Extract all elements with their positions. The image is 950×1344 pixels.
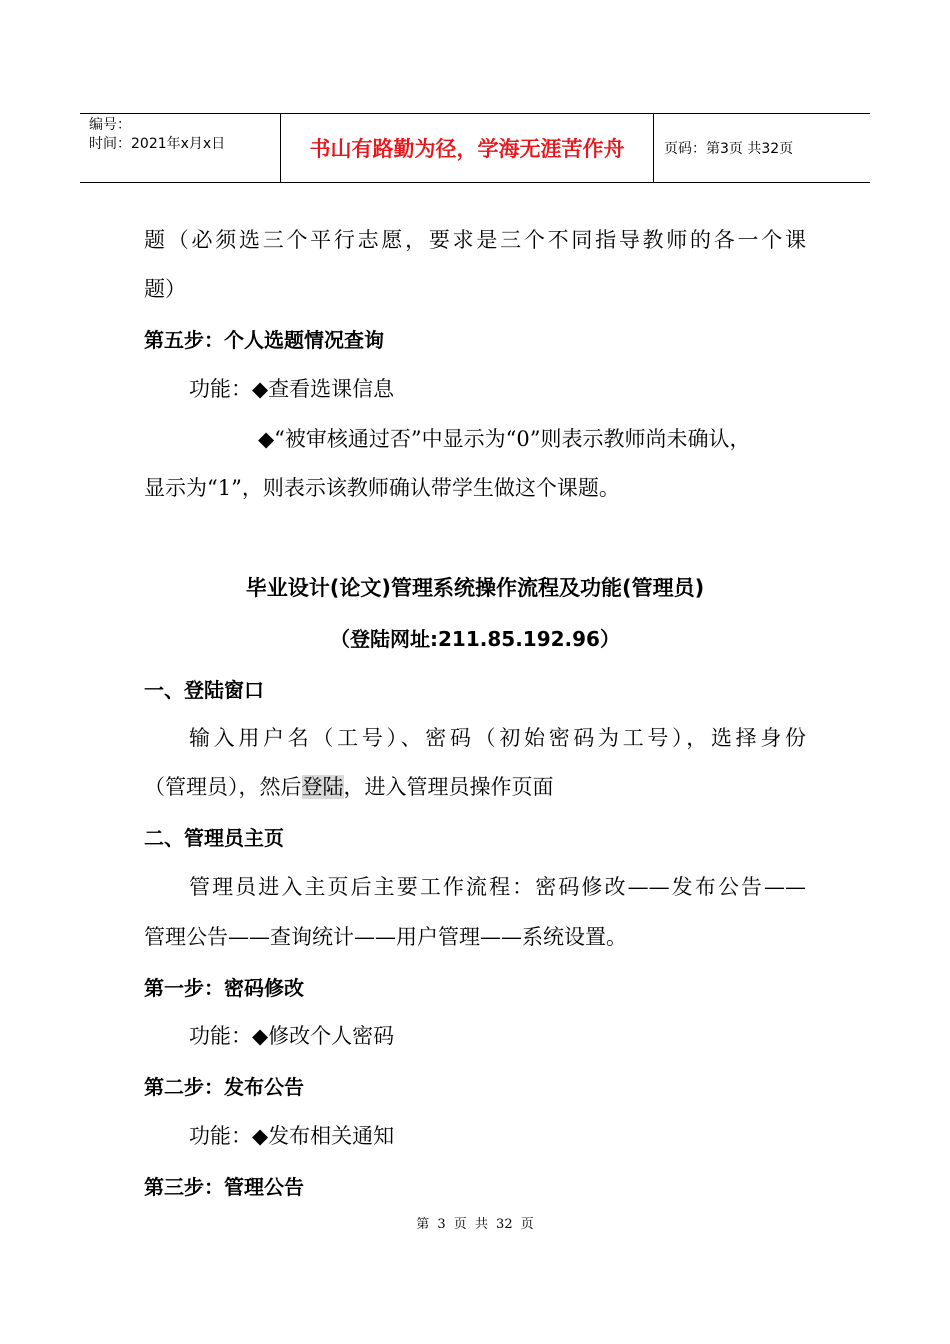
section2-paragraph-line: 管理公告——查询统计——用户管理——系统设置。: [144, 925, 627, 949]
step5-heading: 第五步：个人选题情况查询: [144, 328, 384, 352]
step5-note-line: ◆“被审核通过否”中显示为“0”则表示教师尚未确认，: [258, 427, 751, 451]
header-meta: [80, 114, 281, 182]
page-header: [80, 113, 870, 183]
section1-paragraph-line: [144, 771, 554, 801]
step1-function: 功能：◆修改个人密码: [189, 1024, 395, 1048]
time-label: 时间：2021年x月x日: [89, 136, 226, 152]
section1-heading: 一、登陆窗口: [144, 678, 264, 702]
text-run: ，进入管理员操作页面: [343, 775, 554, 799]
step5-note-line: 显示为“1”，则表示该教师确认带学生做这个课题。: [144, 476, 620, 500]
text-run: （管理员），然后: [144, 775, 302, 799]
step2-function: 功能：◆发布相关通知: [189, 1124, 395, 1148]
step2-heading: 第二步：发布公告: [144, 1075, 304, 1099]
page-footer: 第 3 页 共 32 页: [416, 1217, 534, 1232]
paragraph-line: 题）: [144, 277, 186, 301]
document-title: 毕业设计(论文)管理系统操作流程及功能(管理员): [245, 576, 705, 600]
section2-paragraph-line: 管理员进入主页后主要工作流程：密码修改——发布公告——: [189, 875, 806, 899]
highlighted-text: 登陆: [301, 775, 344, 799]
step3-heading: 第三步：管理公告: [144, 1175, 304, 1199]
section2-heading: 二、管理员主页: [144, 826, 284, 850]
number-label: 编号：: [89, 117, 131, 133]
header-motto: 书山有路勤为径，学海无涯苦作舟: [281, 114, 654, 182]
paragraph-line: 题（必须选三个平行志愿，要求是三个不同指导教师的各一个课: [144, 228, 806, 252]
step1-heading: 第一步：密码修改: [144, 976, 304, 1000]
section1-paragraph-line: 输入用户名（工号）、密码（初始密码为工号），选择身份: [189, 726, 806, 750]
document-subtitle: （登陆网址:211.85.192.96）: [330, 627, 620, 651]
step5-function: 功能：◆查看选课信息: [189, 377, 395, 401]
header-page-label: 页码：第3页 共32页: [664, 141, 794, 157]
